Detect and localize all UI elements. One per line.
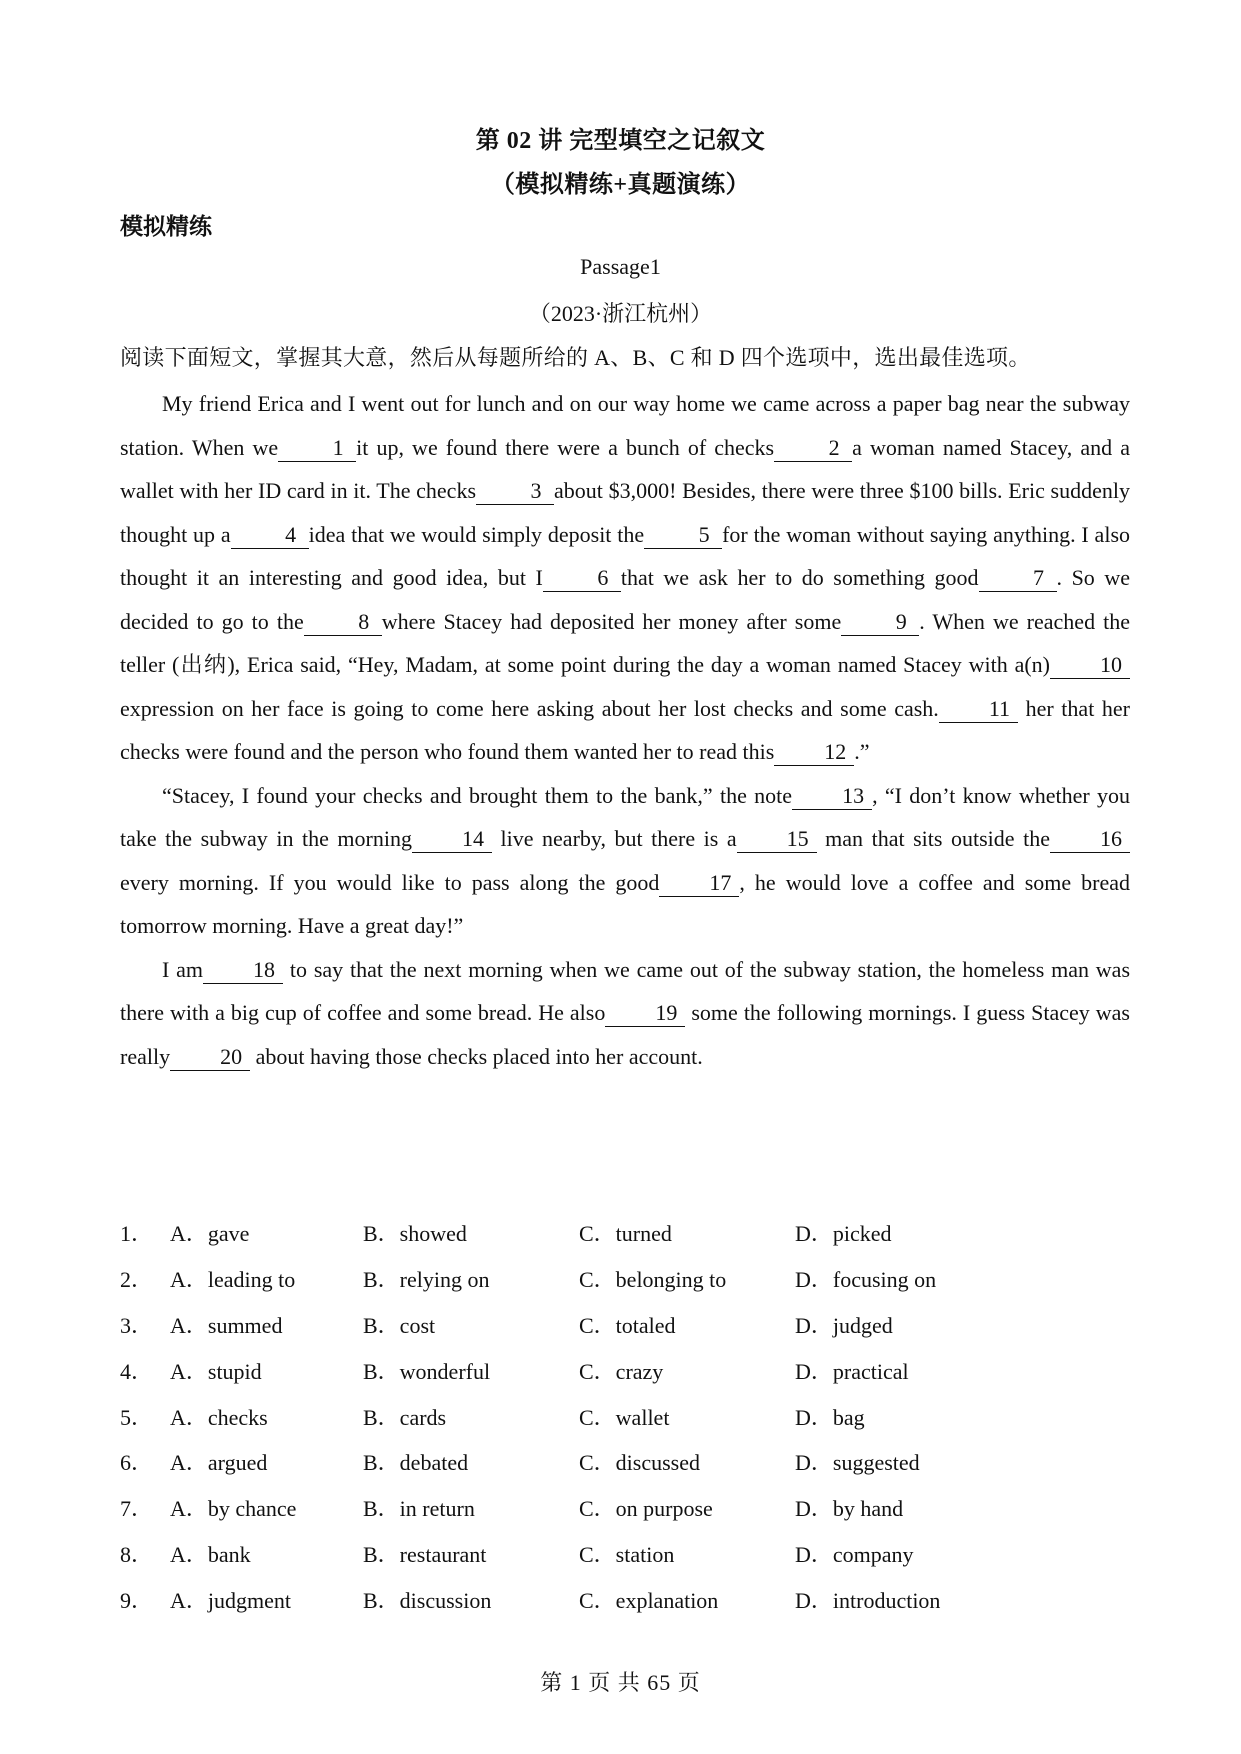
question-number: 7． [120, 1496, 154, 1522]
blank-5: 5 [644, 522, 722, 549]
passage-text: I am [162, 956, 204, 982]
option-a: A．bank [170, 1541, 251, 1567]
option-a: A．argued [170, 1450, 268, 1476]
passage-text: about $3,000! Besides, there were three $100 bills. Eric suddenly thought up a [120, 478, 1130, 547]
passage-text: her that her checks were found and the person who found them wanted her to read this [120, 695, 1131, 764]
question-number: 6． [120, 1450, 154, 1476]
question-row [120, 1439, 1130, 1485]
option-c: C．station [579, 1541, 675, 1567]
blank-12: 12 [774, 739, 854, 766]
option-d: D．focusing on [795, 1267, 937, 1293]
passage-text: it up, we found there were a bunch of checks [356, 434, 775, 460]
question-row [120, 1531, 1130, 1577]
option-b: B．wonderful [363, 1358, 491, 1384]
passage-paragraph [120, 382, 1130, 774]
option-c: C．belonging to [579, 1267, 727, 1293]
blank-14: 14 [412, 826, 492, 853]
question-row [120, 1210, 1130, 1256]
option-b: B．showed [363, 1221, 467, 1247]
passage-text: . So we decided to go to the [120, 565, 1131, 634]
option-c: C．discussed [579, 1450, 701, 1476]
blank-15: 15 [737, 826, 817, 853]
option-b: B．discussion [363, 1587, 492, 1613]
blank-2: 2 [774, 435, 852, 462]
question-row [120, 1576, 1130, 1622]
option-d: D．suggested [795, 1450, 920, 1476]
page-title: 第 02 讲 完型填空之记叙文 [475, 128, 766, 154]
blank-7: 7 [979, 565, 1057, 592]
option-a: A．judgment [170, 1587, 291, 1613]
option-d: D．practical [795, 1358, 909, 1384]
blank-13: 13 [792, 783, 872, 810]
question-number: 9． [120, 1587, 154, 1613]
blank-17: 17 [659, 870, 739, 897]
option-c: C．explanation [579, 1587, 719, 1613]
section-label: 模拟精练 [120, 214, 212, 239]
question-row [120, 1485, 1130, 1531]
option-a: A．gave [170, 1221, 250, 1247]
blank-6: 6 [543, 565, 621, 592]
passage-text: , “I don’t know whether you take the subway in the morning [120, 782, 1131, 851]
question-row [120, 1393, 1130, 1439]
option-c: C．wallet [579, 1404, 670, 1430]
blank-1: 1 [278, 435, 356, 462]
passage-paragraph [120, 774, 1130, 948]
passage-text: . When we reached the teller (出纳), Erica said, “Hey, Madam, at some point during the day a woman named Stacey with a(n) [120, 608, 1131, 677]
passage-text: a woman named Stacey, and a wallet with her ID card in it. The checks [120, 434, 1130, 503]
blank-3: 3 [476, 478, 554, 505]
passage-label: Passage1 [580, 254, 661, 279]
passage-text: man that sits outside the [816, 826, 1050, 851]
passage-text: about having those checks placed into her account. [250, 1043, 703, 1069]
option-c: C．totaled [579, 1312, 676, 1338]
option-a: A．leading to [170, 1267, 296, 1293]
option-d: D．bag [795, 1404, 865, 1430]
option-a: A．by chance [170, 1496, 297, 1522]
question-number: 8． [120, 1541, 154, 1567]
passage-text: some the following mornings. I guess Stacey was really [120, 1000, 1130, 1069]
question-number: 4． [120, 1358, 154, 1384]
option-d: D．company [795, 1541, 914, 1567]
option-a: A．checks [170, 1404, 268, 1430]
page-number: 第 1 页 共 65 页 [540, 1670, 701, 1695]
option-c: C．on purpose [579, 1496, 713, 1522]
option-d: D．judged [795, 1312, 893, 1338]
option-c: C．crazy [579, 1358, 664, 1384]
option-d: D．introduction [795, 1587, 941, 1613]
option-c: C．turned [579, 1221, 672, 1247]
passage-text: idea that we would simply deposit the [308, 521, 645, 547]
passage-text: expression on her face is going to come here asking about her lost checks and some cash. [120, 695, 939, 721]
question-number: 2． [120, 1267, 154, 1293]
blank-16: 16 [1050, 826, 1130, 853]
passage-text: where Stacey had deposited her money after some [381, 608, 842, 634]
passage-text: My friend Erica and I went out for lunch and on our way home we came across a paper bag near the subway station. When we [120, 391, 1130, 460]
option-b: B．debated [363, 1450, 469, 1476]
option-b: B．restaurant [363, 1541, 487, 1567]
option-b: B．cards [363, 1404, 447, 1430]
blank-9: 9 [841, 609, 919, 636]
blank-11: 11 [939, 696, 1018, 723]
question-options [120, 1210, 1130, 1622]
passage-paragraph [120, 948, 1130, 1079]
passage-text: every morning. If you would like to pass along the good [120, 869, 660, 895]
passage-text: to say that the next morning when we came out of the subway station, the homeless man was there with a big cup of coffee and some bread. He also [120, 956, 1131, 1025]
passage-text: live nearby, but there is a [491, 826, 737, 851]
blank-20: 20 [170, 1044, 250, 1071]
question-row [120, 1347, 1130, 1393]
blank-4: 4 [231, 522, 309, 549]
passage-body [120, 382, 1130, 1078]
option-a: A．stupid [170, 1358, 262, 1384]
passage-text: , he would love a coffee and some bread tomorrow morning. Have a great day!” [120, 869, 1130, 938]
passage-text: for the woman without saying anything. I also thought it an interesting and good idea, but I [120, 521, 1131, 590]
question-row [120, 1256, 1130, 1302]
passage-source: （2023·浙江杭州） [528, 301, 713, 326]
blank-19: 19 [605, 1000, 685, 1027]
blank-18: 18 [203, 957, 283, 984]
option-b: B．cost [363, 1312, 436, 1338]
question-number: 1． [120, 1221, 154, 1247]
passage-text: that we ask her to do something good [620, 565, 979, 590]
blank-10: 10 [1050, 652, 1130, 679]
question-number: 3． [120, 1312, 154, 1338]
option-b: B．relying on [363, 1267, 490, 1293]
question-row [120, 1302, 1130, 1348]
option-d: D．picked [795, 1221, 892, 1247]
question-number: 5． [120, 1404, 154, 1430]
passage-text: .” [854, 739, 870, 764]
option-a: A．summed [170, 1312, 283, 1338]
option-b: B．in return [363, 1496, 475, 1522]
option-d: D．by hand [795, 1496, 904, 1522]
page-subtitle: （模拟精练+真题演练） [490, 172, 751, 198]
blank-8: 8 [304, 609, 382, 636]
passage-text: “Stacey, I found your checks and brought them to the bank,” the note [162, 782, 793, 808]
instruction-text: 阅读下面短文，掌握其大意，然后从每题所给的 A、B、C 和 D 四个选项中，选出最佳选项。 [120, 345, 1031, 370]
